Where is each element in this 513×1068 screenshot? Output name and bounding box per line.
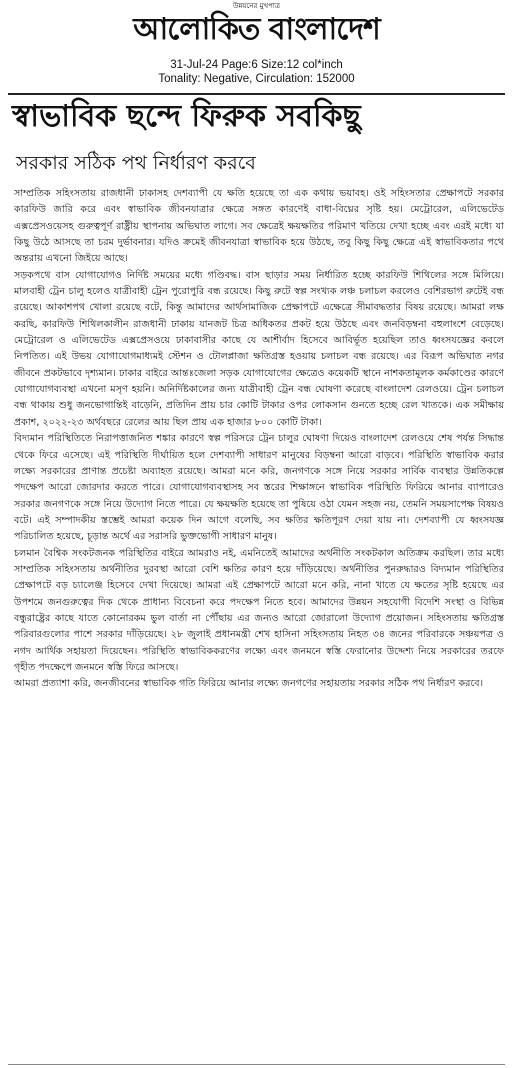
newspaper-masthead [0,0,513,60]
article-headline: স্বাভাবিক ছন্দে ফিরুক সবকিছু [12,99,361,134]
bottom-divider [8,1064,505,1065]
clipping-meta [0,58,513,86]
clipping-meta-date-page-size: 31-Jul-24 Page:6 Size:12 col*inch [170,59,343,71]
article-paragraph: বিদ্যমান পরিস্থিতিতে নিরাপত্তাজনিত শঙ্কার কারণে স্বল্প পরিসরে ট্রেন চালুর ঘোষণা দিয়েও বাংলাদেশ রেলওয়ে শেষ পর্যন্ত সিদ্ধান্ত থেকে ফিরে এসেছে। এই পরিস্থিতি দীর্ঘায়িত হলে দেশব্যাপী সাধারণ মানুষের বিড়ম্বনা আরো বাড়বে। পরিস্থিতি স্বাভাবিক করার লক্ষ্যে সরকারের প্রাণান্ত প্রচেষ্টা অব্যাহত রয়েছে। আমরা মনে করি, জনগণকে সঙ্গে নিয়ে সরকার সার্বিক ব্যবস্থার উন্নতিকল্পে পদক্ষেপ আরো জোরদার করতে পারে। যোগাযোগব্যবস্থাসহ সব স্তরের শিক্ষাঙ্গনে স্বাভাবিক পরিস্থিতি ফিরিয়ে আনার ব্যাপারেও সরকার জনগণকে সঙ্গে নিয়ে উদ্যোগ নিতে পারে। যে ক্ষয়ক্ষতি হয়েছে তা পুষিয়ে ওঠা যেমন সহজ নয়, তেমনি সময়সাপেক্ষ বিষয়ও বটে। এই সম্পাদকীয় স্তম্ভেই আমরা কয়েক দিন আগে বলেছি, সব ক্ষতির ক্ষতিপূরণ দেয়া যায় না। দেশব্যাপী যে ধ্বংসযজ্ঞ পরিচালিত হয়েছে, চূড়ান্ত অর্থে এর সরাসরি ভুক্তভোগী সাধারণ মানুষ। [14,433,504,543]
clipping-meta-tonality-circulation: Tonality: Negative, Circulation: 152000 [158,73,355,85]
article-paragraph: চলমান বৈশ্বিক সংকটজনক পরিস্থিতির বাইরে আমরাও নই, এমনিতেই আমাদের অর্থনীতি সংকটকাল অতিক্রম করছিল। তার মধ্যে সাম্প্রতিক সহিংসতায় অর্থনীতির দুরবস্থা আরো বেশি ক্ষতির কারণ হয়ে দাঁড়িয়েছে। অর্থনীতির পুনরুদ্ধারও বিদ্যমান পরিস্থিতির প্রেক্ষাপটে বড় চ্যালেঞ্জ হিসেবে দেখা দিয়েছে। আমরা এই প্রেক্ষাপটে আরো মনে করি, নানা খাতে যে ক্ষতের সৃষ্টি হয়েছে এর উপশমে জনগুরুত্বের দিক থেকে প্রাধান্য বিবেচনা করে পদক্ষেপ নিতে হবে। আমাদের উন্নয়ন সহযোগী বিদেশি সংস্থা ও বিভিন্ন বন্ধুরাষ্ট্রের কাছে যাতে কোনোরকম ভুল বার্তা না পৌঁছায় এর জন্যও আরো জোরালো উদ্যোগ প্রয়োজন। সহিংসতায় ক্ষতিগ্রস্ত পরিবারগুলোর পাশে সরকার দাঁড়িয়েছে। ২৮ জুলাই প্রধানমন্ত্রী শেখ হাসিনা সহিংসতায় নিহত ৩৪ জনের পরিবারকে সঞ্চয়পত্র ও নগদ আর্থিক সহায়তা দিয়েছেন। পরিস্থিতি স্বাভাবিককরণের লক্ষ্যে এবং জনমনে স্বস্তি ফেরানোর উদ্দেশ্য নিয়ে সরকারের তরফে গৃহীত পদক্ষেপে জনমনে স্বস্তি ফিরে আসছে। [14,547,504,673]
article-body [14,186,504,693]
masthead-tagline: উন্নয়নের মুখপাত্র [232,2,281,10]
article-paragraph: আমরা প্রত্যাশা করি, জনজীবনের স্বাভাবিক গতি ফিরিয়ে আনার লক্ষ্যে জনগণের সহায়তায় সরকার সঠিক পথ নির্ধারণ করবে। [14,678,484,690]
newspaper-logo: আলোকিত বাংলাদেশ [133,12,380,47]
article-paragraph: সড়কপথে বাস যোগাযোগও নির্দিষ্ট সময়ের মধ্যে গণ্ডিবদ্ধ। বাস ছাড়ার সময় নির্ধারিত হচ্ছে কারফিউ শিথিলের সঙ্গে মিলিয়ে। মালবাহী ট্রেন চালু হলেও যাত্রীবাহী ট্রেন পুরোপুরি বন্ধ রয়েছে। কিছু রুটে স্বল্প সংখ্যক লঞ্চ চলাচল করলেও বেশিরভাগ রুটেই বন্ধ রয়েছে। আকাশপথ খোলা রয়েছে বটে, কিন্তু আমাদের আর্থসামাজিক প্রেক্ষাপটে এক্ষেত্রে সীমাবদ্ধতার বিষয় রয়েছে। আমরা লক্ষ করছি, কারফিউ শিথিলকালীন রাজধানী ঢাকায় যানজট চিত্র অধিকতর প্রকট হয়ে উঠছে এবং জনবিড়ম্বনা বহুলাংশে বেড়েছে। মেট্রোরেল ও এলিভেটেড এক্সপ্রেসওয়ে ঢাকাবাসীর কাছে যে আশীর্বাদ হিসেবে আবির্ভূত হয়েছিল তাও ধ্বংসযজ্ঞের কবলে নিপতিত। এই উভয় যোগাযোগমাধ্যমই স্টেশন ও টোলপ্লাজা ক্ষতিগ্রস্ত হওয়ায় চলাচল বন্ধ রয়েছে। এর বিরূপ অভিঘাত নগর জীবনে প্রকটভাবে দৃশ্যমান। ঢাকার বাইরে আন্তঃজেলা সড়ক যোগাযোগের ক্ষেত্রেও কয়েকটি স্থানে নাশকতামূলক কর্মকাণ্ডের কারণে যোগাযোগব্যবস্থা এখনো মসৃণ হয়নি। অনির্দিষ্টকালের জন্য যাত্রীবাহী ট্রেন বন্ধ ঘোষণা করেছে বাংলাদেশ রেলওয়ে। ট্রেন চলাচল বন্ধ থাকায় শুধু জনভোগান্তিই বাড়েনি, প্রতিদিন প্রায় চার কোটি টাকার ওপর লোকসান গুনতে হচ্ছে রেল খাতকে। এক সমীক্ষায় প্রকাশ, ২০২২-২৩ অর্থবছরে রেলের আয় ছিল প্রায় এক হাজার ৮০০ কোটি টাকা। [14,269,504,428]
article-paragraph: সাম্প্রতিক সহিংসতায় রাজধানী ঢাকাসহ দেশব্যাপী যে ক্ষতি হয়েছে তা এক কথায় ভয়াবহ। ওই সহিংসতার প্রেক্ষাপটে সরকার কারফিউ জারি করে এবং স্বাভাবিক জীবনযাত্রার ক্ষেত্রে সঙ্গত কারণেই বাধা-বিঘ্নের সৃষ্টি হয়। মেট্রোরেল, এলিভেটেড এক্সপ্রেসওয়েসহ গুরুত্বপূর্ণ রাষ্ট্রীয় স্থাপনায় অভিঘাত লাগে। সব ক্ষেত্রেই ক্ষয়ক্ষতির পরিমাণ খতিয়ে দেখা হচ্ছে এবং এরই মধ্যে যা কিছু উঠে আসছে তা চরম দুর্ভাবনার। যদিও ক্রমেই জীবনযাত্রা স্বাভাবিক হয়ে উঠছে, তবু কিছু কিছু ক্ষেত্রে এই স্বাভাবিকতার পথে অন্তরায় এখনো জিইয়ে আছে। [14,188,504,265]
article-subheadline: সরকার সঠিক পথ নির্ধারণ করবে [16,152,256,174]
